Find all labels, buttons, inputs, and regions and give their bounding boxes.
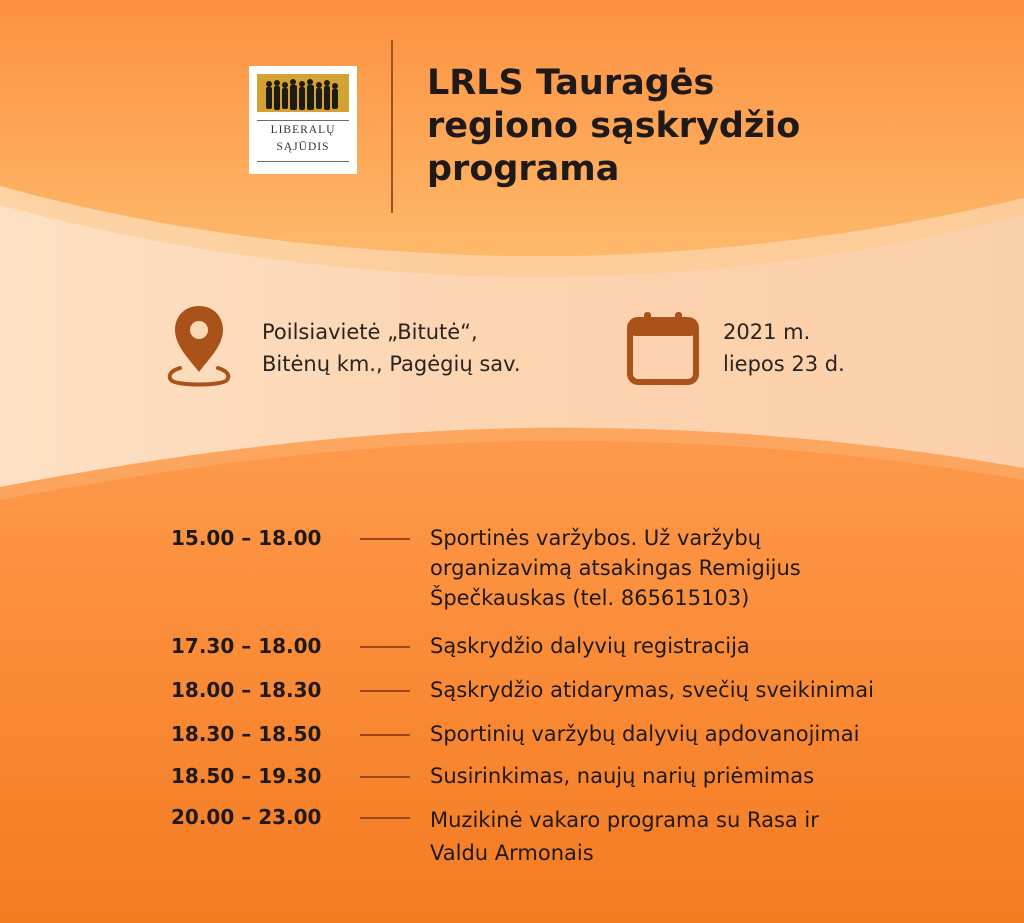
schedule-description xyxy=(430,761,950,791)
schedule-dash xyxy=(360,690,410,692)
location-line: Poilsiavietė „Bitutė“, xyxy=(262,320,478,344)
schedule-description-line: Sportinės varžybos. Už varžybų xyxy=(430,526,761,550)
schedule-dash xyxy=(360,817,410,819)
schedule-dash xyxy=(360,538,410,540)
logo-rule-top xyxy=(257,120,349,121)
schedule-description-line: Sportinių varžybų dalyvių apdovanojimai xyxy=(430,722,860,746)
schedule-description xyxy=(430,631,950,661)
schedule-description-line: Valdu Armonais xyxy=(430,841,594,865)
logo-rule-bottom xyxy=(257,161,349,162)
title-line: LRLS Tauragės xyxy=(427,63,715,103)
date-line: 2021 m. xyxy=(723,320,811,344)
title-line: programa xyxy=(427,149,620,189)
liberalu-sajudis-logo xyxy=(249,66,357,174)
schedule-description xyxy=(430,719,950,749)
schedule-dash xyxy=(360,646,410,648)
location-line: Bitėnų km., Pagėgių sav. xyxy=(262,352,521,376)
location-text xyxy=(262,316,521,380)
schedule-time: 17.30 – 18.00 xyxy=(171,634,322,658)
schedule-time: 15.00 – 18.00 xyxy=(171,526,322,550)
calendar-icon xyxy=(626,310,700,386)
schedule-dash xyxy=(360,734,410,736)
title-divider xyxy=(391,40,393,213)
title-line: regiono sąskrydžio xyxy=(427,106,801,146)
logo-people-silhouettes xyxy=(263,76,343,120)
schedule-description xyxy=(430,675,950,705)
schedule-description-line: Susirinkimas, naujų narių priėmimas xyxy=(430,764,815,788)
schedule-time: 18.50 – 19.30 xyxy=(171,764,322,788)
schedule-dash xyxy=(360,776,410,778)
logo-text-line1: LIBERALŲ xyxy=(270,124,336,136)
schedule-description-line: Muzikinė vakaro programa su Rasa ir xyxy=(430,808,819,832)
date-text xyxy=(723,316,845,380)
schedule-time: 18.00 – 18.30 xyxy=(171,678,322,702)
map-pin-icon xyxy=(166,302,232,388)
schedule-description xyxy=(430,523,950,613)
schedule-description xyxy=(430,802,950,868)
date-line: liepos 23 d. xyxy=(723,352,845,376)
logo-text-line2: SĄJŪDIS xyxy=(276,141,330,153)
schedule-description-line: Sąskrydžio dalyvių registracija xyxy=(430,634,750,658)
schedule-time: 18.30 – 18.50 xyxy=(171,722,322,746)
schedule-description-line: Sąskrydžio atidarymas, svečių sveikinimai xyxy=(430,678,874,702)
schedule-time: 20.00 – 23.00 xyxy=(171,805,322,829)
schedule-description-line: organizavimą atsakingas Remigijus xyxy=(430,556,801,580)
schedule-description-line: Špečkauskas (tel. 865615103) xyxy=(430,586,750,610)
page-title xyxy=(427,62,847,191)
